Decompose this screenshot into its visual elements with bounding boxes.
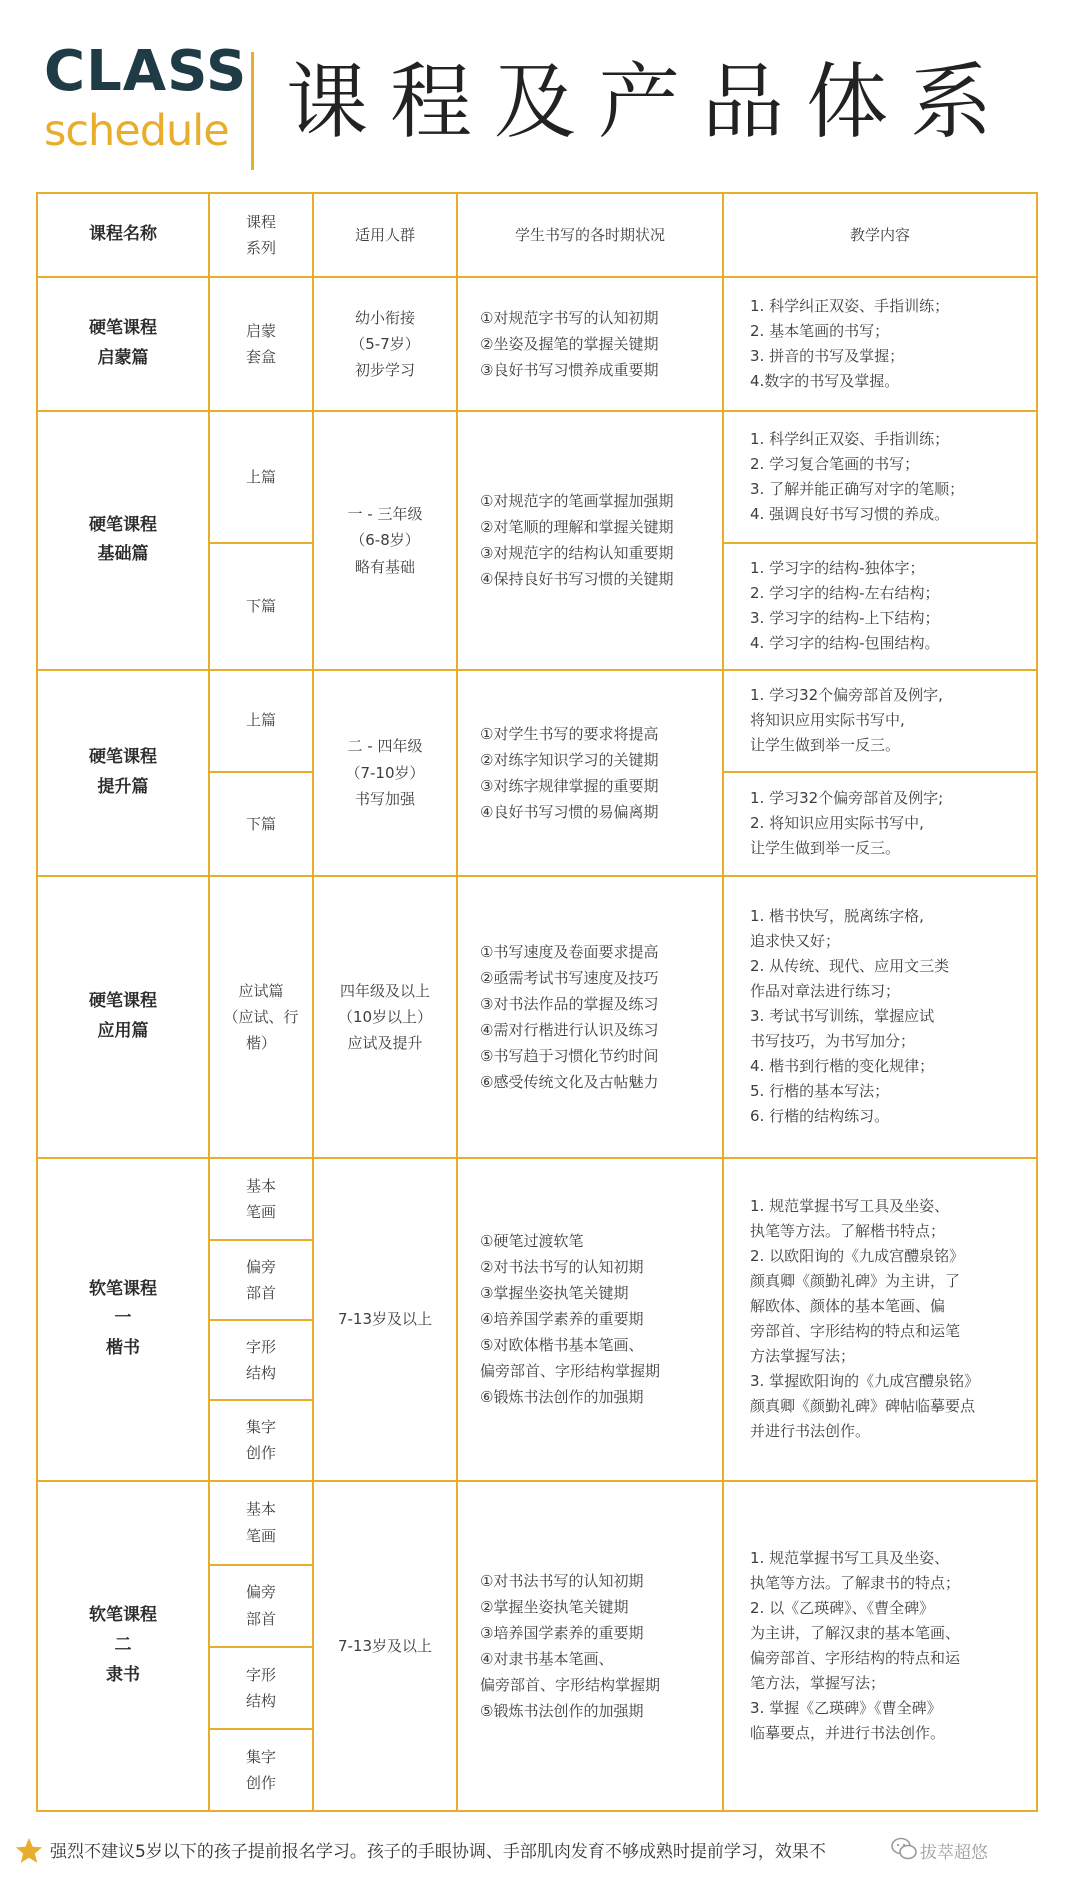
content-line: 为主讲，了解汉隶的基本笔画、 [750, 1623, 961, 1642]
status-line: ②坐姿及握笔的掌握关键期 [480, 335, 659, 354]
series-cell: 应试篇 （应试、行楷） [209, 876, 313, 1158]
header-divider [251, 52, 254, 170]
table-row [37, 876, 1037, 1158]
audience-cell [313, 411, 457, 669]
content-line: 1. 学习32个偏旁部首及例字; [750, 789, 944, 808]
status-cell [457, 670, 723, 876]
status-cell [457, 277, 723, 411]
content-cell [723, 277, 1037, 411]
content-line: 1. 学习32个偏旁部首及例字, [750, 686, 943, 705]
status-cell [457, 1158, 723, 1480]
status-line: ⑥感受传统文化及古帖魅力 [480, 1072, 659, 1091]
content-line: 3. 考试书写训练，掌握应试 [750, 1007, 935, 1026]
series-cell: 基本 笔画 [209, 1158, 313, 1240]
status-cell [457, 411, 723, 669]
series-cell: 启蒙 套盒 [209, 277, 313, 411]
status-line: ②对笔顺的理解和掌握关键期 [480, 518, 674, 537]
star-icon [14, 1836, 44, 1866]
content-cell [723, 1481, 1037, 1811]
content-line: 2. 学习复合笔画的书写； [750, 455, 920, 474]
audience-line: （5-7岁） [350, 335, 420, 354]
content-line: 1. 规范掌握书写工具及坐姿、 [750, 1197, 950, 1216]
status-line: 偏旁部首、字形结构掌握期 [480, 1675, 661, 1694]
series-cell: 集字 创作 [209, 1400, 313, 1480]
content-line: 2. 学习字的结构-左右结构； [750, 584, 940, 603]
content-line: 3. 掌握欧阳询的《九成宫醴泉铭》 [750, 1372, 980, 1391]
series-cell: 上篇 [209, 411, 313, 543]
wechat-icon [890, 1836, 918, 1862]
audience-cell: 7-13岁及以上 [313, 1158, 457, 1480]
header-series [209, 193, 313, 277]
table-row [37, 670, 1037, 772]
watermark-text: 拔萃超悠 [920, 1843, 988, 1863]
content-line: 执笔等方法。了解楷书特点； [750, 1222, 946, 1241]
status-line: ③对练字规律掌握的重要期 [480, 776, 659, 795]
audience-cell [313, 277, 457, 411]
status-line: ④保持良好书写习惯的关键期 [480, 570, 674, 589]
content-line: 4.数字的书写及掌握。 [750, 372, 900, 391]
content-line: 将知识应用实际书写中, [750, 711, 905, 730]
content-line: 临摹要点，并进行书法创作。 [750, 1723, 946, 1742]
content-line: 让学生做到举一反三。 [750, 736, 901, 755]
header-content: 教学内容 [723, 193, 1037, 277]
course-table [36, 192, 1038, 1812]
course-name: 硬笔课程 提升篇 [37, 670, 209, 876]
content-cell [723, 772, 1037, 876]
content-line: 书写技巧，为书写加分； [750, 1032, 916, 1051]
content-line: 作品对章法进行练习； [750, 982, 901, 1001]
audience-line: 书写加强 [354, 789, 415, 808]
status-line: ①对规范字书写的认知初期 [480, 309, 659, 328]
header [0, 0, 1080, 180]
audience-line: 初步学习 [354, 361, 415, 380]
status-line: ⑤锻炼书法创作的加强期 [480, 1701, 644, 1720]
content-line: 6. 行楷的结构练习。 [750, 1107, 890, 1126]
content-line: 1. 学习字的结构-独体字； [750, 559, 925, 578]
content-line: 1. 科学纠正双姿、手指训练； [750, 297, 950, 316]
status-line: ②对练字知识学习的关键期 [480, 750, 659, 769]
content-line: 旁部首、字形结构的特点和运笔 [750, 1322, 961, 1341]
audience-cell [313, 670, 457, 876]
content-line: 方法掌握写法； [750, 1347, 856, 1366]
content-cell [723, 1158, 1037, 1480]
content-line: 让学生做到举一反三。 [750, 839, 901, 858]
status-cell [457, 1481, 723, 1811]
content-line: 偏旁部首、字形结构的特点和运 [750, 1648, 961, 1667]
audience-line: 二 - 四年级 [347, 737, 423, 756]
course-name: 硬笔课程 应用篇 [37, 876, 209, 1158]
status-line: ⑤书写趋于习惯化节约时间 [480, 1046, 659, 1065]
audience-line: （10岁以上） [337, 1007, 433, 1026]
status-line: ①硬笔过渡软笔 [480, 1232, 584, 1251]
series-cell: 偏旁 部首 [209, 1240, 313, 1320]
series-cell: 字形 结构 [209, 1647, 313, 1729]
content-line: 2. 以欧阳询的《九成宫醴泉铭》 [750, 1247, 965, 1266]
content-line: 3. 学习字的结构-上下结构； [750, 609, 940, 628]
status-line: ③掌握坐姿执笔关键期 [480, 1284, 629, 1303]
audience-cell: 7-13岁及以上 [313, 1481, 457, 1811]
audience-line: 四年级及以上 [339, 981, 430, 1000]
header-status: 学生书写的各时期状况 [457, 193, 723, 277]
audience-line: 幼小衔接 [354, 308, 415, 327]
content-line: 5. 行楷的基本写法； [750, 1082, 890, 1101]
content-line: 2. 基本笔画的书写； [750, 322, 890, 341]
footer-text: 强烈不建议5岁以下的孩子提前报名学习。孩子的手眼协调、手部肌肉发育不够成熟时提前学习，效果不 [50, 1842, 826, 1862]
logo-schedule-text: schedule [44, 106, 229, 156]
status-cell [457, 876, 723, 1158]
status-line: ③对规范字的结构认知重要期 [480, 544, 674, 563]
course-name: 软笔课程 一 楷书 [37, 1158, 209, 1480]
course-name: 硬笔课程 基础篇 [37, 411, 209, 669]
content-line: 2. 将知识应用实际书写中, [750, 814, 924, 833]
content-line: 1. 规范掌握书写工具及坐姿、 [750, 1548, 950, 1567]
content-line: 笔方法，掌握写法； [750, 1673, 886, 1692]
table-row [37, 1158, 1037, 1240]
series-cell: 集字 创作 [209, 1729, 313, 1811]
content-line: 1. 科学纠正双姿、手指训练； [750, 430, 950, 449]
audience-line: 一 - 三年级 [347, 505, 423, 524]
content-cell [723, 876, 1037, 1158]
header-audience: 适用人群 [313, 193, 457, 277]
series-cell: 基本 笔画 [209, 1481, 313, 1565]
logo-class-text: CLASS [44, 39, 248, 104]
series-cell: 下篇 [209, 543, 313, 669]
table-row [37, 277, 1037, 411]
content-line: 4. 学习字的结构-包围结构。 [750, 634, 940, 653]
content-line: 并进行书法创作。 [750, 1422, 871, 1441]
content-line: 1. 楷书快写，脱离练字格, [750, 907, 924, 926]
series-cell: 字形 结构 [209, 1320, 313, 1400]
content-line: 颜真卿《颜勤礼碑》为主讲，了 [750, 1272, 961, 1291]
header-series-text: 课程 系列 [245, 212, 276, 258]
status-line: ③培养国学素养的重要期 [480, 1623, 644, 1642]
table-row [37, 1481, 1037, 1565]
content-cell [723, 543, 1037, 669]
content-cell [723, 411, 1037, 543]
status-line: ②亟需考试书写速度及技巧 [480, 968, 659, 987]
content-line: 追求快又好； [750, 932, 841, 951]
status-line: ⑤对欧体楷书基本笔画、 [480, 1336, 644, 1355]
status-line: ②掌握坐姿执笔关键期 [480, 1597, 629, 1616]
content-cell [723, 670, 1037, 772]
audience-line: （7-10岁） [345, 763, 425, 782]
status-line: ①书写速度及卷面要求提高 [480, 942, 659, 961]
content-line: 4. 强调良好书写习惯的养成。 [750, 505, 950, 524]
audience-line: 应试及提升 [347, 1034, 423, 1053]
status-line: ④需对行楷进行认识及练习 [480, 1020, 659, 1039]
status-line: ②对书法书写的认知初期 [480, 1258, 644, 1277]
status-line: ①对学生书写的要求将提高 [480, 724, 659, 743]
audience-line: （6-8岁） [350, 531, 420, 550]
series-cell: 上篇 [209, 670, 313, 772]
audience-line: 略有基础 [354, 557, 415, 576]
table-header-row [37, 193, 1037, 277]
status-line: ③对书法作品的掌握及练习 [480, 994, 659, 1013]
series-cell: 偏旁 部首 [209, 1565, 313, 1647]
status-line: ①对规范字的笔画掌握加强期 [480, 492, 674, 511]
audience-cell [313, 876, 457, 1158]
status-line: ④培养国学素养的重要期 [480, 1310, 644, 1329]
content-line: 3. 拼音的书写及掌握； [750, 347, 905, 366]
content-line: 2. 从传统、现代、应用文三类 [750, 957, 950, 976]
status-line: ③良好书写习惯养成重要期 [480, 361, 659, 380]
content-line: 3. 了解并能正确写对字的笔顺； [750, 480, 965, 499]
series-cell: 下篇 [209, 772, 313, 876]
status-line: ①对书法书写的认知初期 [480, 1571, 644, 1590]
status-line: ⑥锻炼书法创作的加强期 [480, 1388, 644, 1407]
content-line: 执笔等方法。了解隶书的特点； [750, 1573, 961, 1592]
header-course-name: 课程名称 [37, 193, 209, 277]
course-name: 硬笔课程 启蒙篇 [37, 277, 209, 411]
page-title: 课程及产品体系 [286, 55, 1015, 150]
content-line: 2. 以《乙瑛碑》、《曹全碑》 [750, 1598, 935, 1617]
content-line: 3. 掌握《乙瑛碑》《曹全碑》 [750, 1698, 942, 1717]
content-line: 4. 楷书到行楷的变化规律； [750, 1057, 935, 1076]
table-row [37, 411, 1037, 543]
status-line: ④对隶书基本笔画、 [480, 1649, 614, 1668]
content-line: 解欧体、颜体的基本笔画、偏 [750, 1297, 946, 1316]
course-name: 软笔课程 二 隶书 [37, 1481, 209, 1811]
content-line: 颜真卿《颜勤礼碑》碑帖临摹要点 [750, 1397, 976, 1416]
status-line: 偏旁部首、字形结构掌握期 [480, 1362, 661, 1381]
status-line: ④良好书写习惯的易偏离期 [480, 802, 659, 821]
